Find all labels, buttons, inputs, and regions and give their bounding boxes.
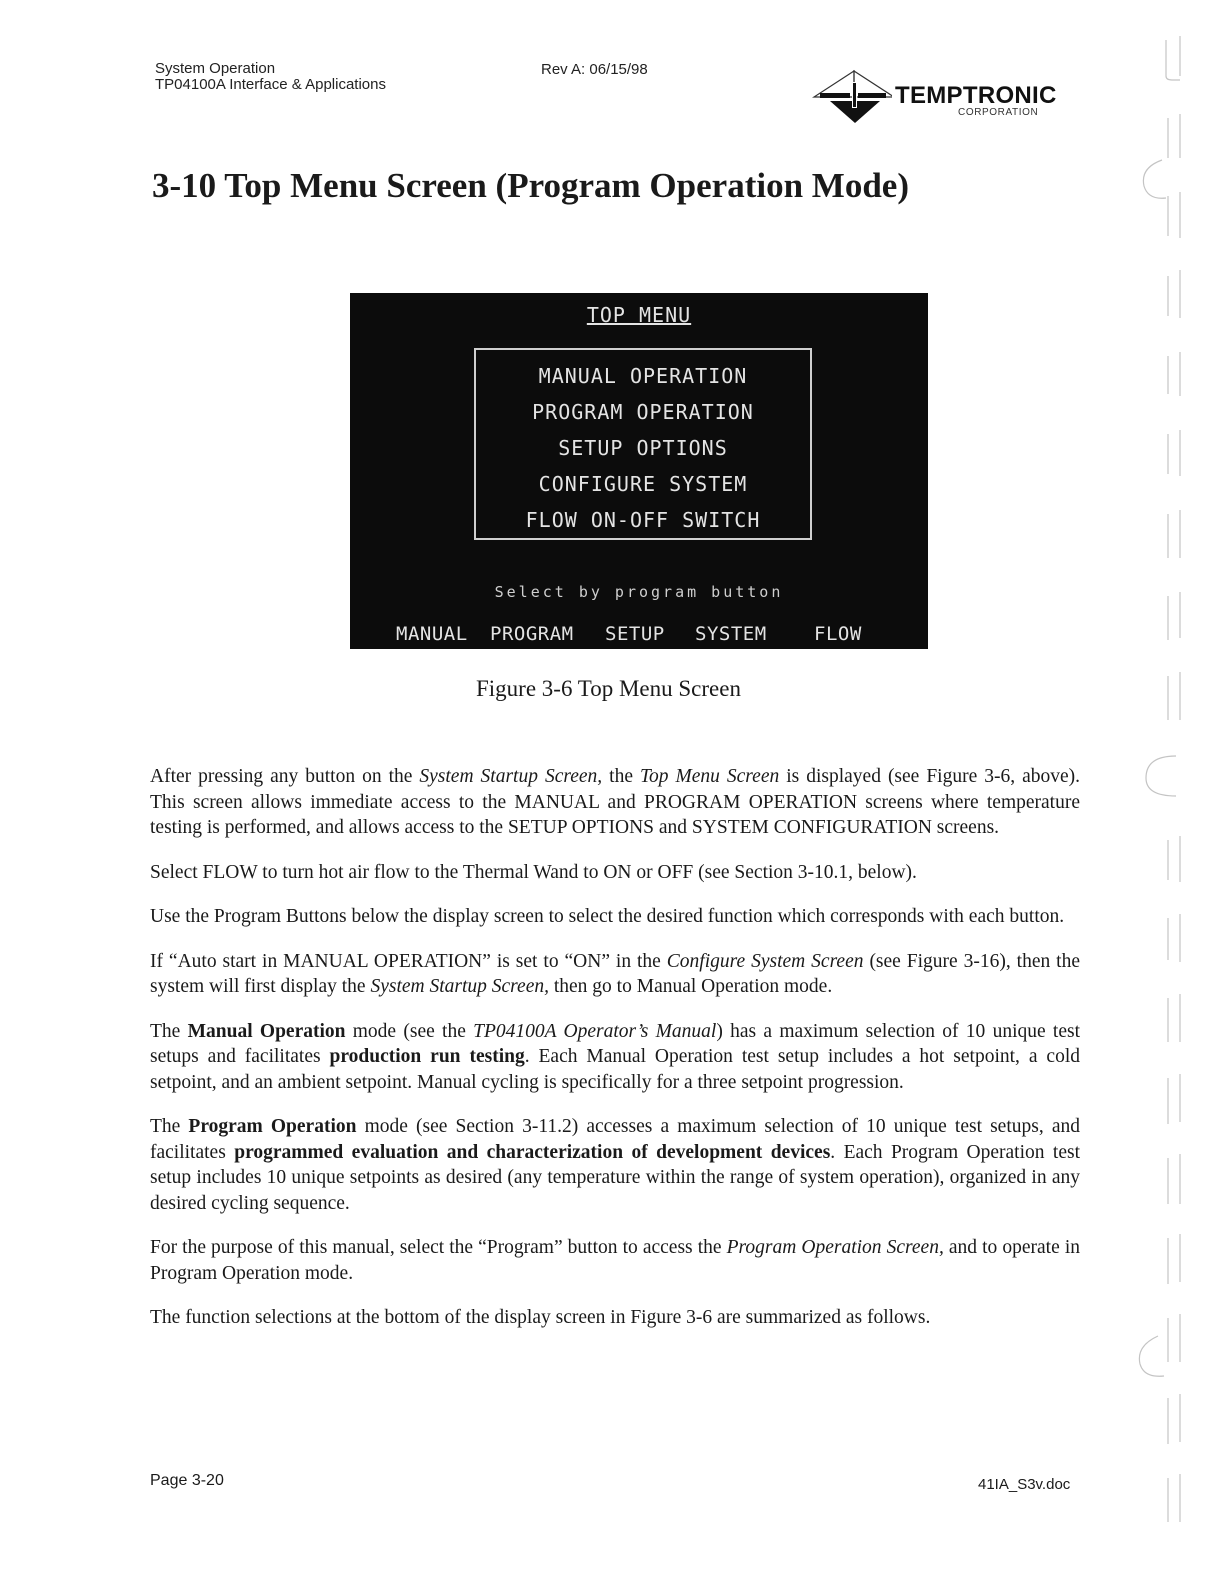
paragraph-intro: After pressing any button on the System Startup Screen, the Top Menu Screen is displayed (see Figure 3-6, above). This screen allows immediate access to the MANUAL and PROGRAM OPERATION screens where temperature testing is performed, and allows access to the SETUP OPTIONS and SYSTEM CONFIGURATION screens. bbox=[150, 766, 1081, 838]
temptronic-logo-icon bbox=[812, 68, 892, 126]
screen-button-flow: FLOW bbox=[814, 623, 862, 645]
screen-button-manual: MANUAL bbox=[396, 623, 468, 645]
paragraph-summary: The function selections at the bottom of the display screen in Figure 3-6 are summarized as follows. bbox=[150, 1307, 931, 1328]
paragraph-manual-operation: The Manual Operation mode (see the TP04100A Operator’s Manual) has a maximum selection of 10 unique test setups and facilitates production run testing. Each Manual Operation test setup includes a hot setpoint, a cold setpoint, and an ambient setpoint. Manual cycling is specifically for a three setpoint progression. bbox=[150, 1020, 1080, 1093]
screen-prompt: Select by program button bbox=[494, 583, 784, 601]
screen-button-setup: SETUP bbox=[605, 623, 665, 645]
screen-title: TOP MENU bbox=[586, 303, 692, 327]
paragraph-program-buttons: Use the Program Buttons below the display screen to select the desired function which corresponds with each button. bbox=[150, 906, 1065, 927]
running-header bbox=[155, 61, 386, 93]
company-logo bbox=[812, 68, 1057, 126]
paragraph-flow: Select FLOW to turn hot air flow to the Thermal Wand to ON or OFF (see Section 3-10.1, below). bbox=[150, 861, 917, 883]
binder-tab-marks bbox=[1118, 0, 1198, 1584]
header-section: System Operation bbox=[155, 60, 276, 77]
menu-item-program-operation: PROGRAM OPERATION bbox=[532, 400, 754, 424]
menu-item-configure-system: CONFIGURE SYSTEM bbox=[538, 472, 748, 496]
logo-subtitle: CORPORATION bbox=[958, 107, 1039, 118]
file-name: 41IA_S3v.doc bbox=[978, 1476, 1071, 1493]
figure-caption: Figure 3-6 Top Menu Screen bbox=[476, 676, 741, 701]
section-title: 3-10 Top Menu Screen (Program Operation Mode) bbox=[152, 166, 909, 205]
screen-button-system: SYSTEM bbox=[695, 623, 767, 645]
menu-item-flow-switch: FLOW ON-OFF SWITCH bbox=[525, 508, 761, 532]
paragraph-auto-start: If “Auto start in MANUAL OPERATION” is set to “ON” in the Configure System Screen (see Figure 3-16), then the system will first display the System Startup Screen, then go to Manual Operation mode. bbox=[150, 950, 1080, 997]
paragraph-program-operation: The Program Operation mode (see Section 3-11.2) accesses a maximum selection of 10 unique test setups, and facilitates programmed evaluation and characterization of development devices. Each Program Operation test setup includes 10 unique setpoints as desired (any temperature within the range of system operation), organized in any desired cycling sequence. bbox=[150, 1116, 1080, 1214]
menu-item-manual-operation: MANUAL OPERATION bbox=[538, 364, 748, 388]
paragraph-purpose: For the purpose of this manual, select the “Program” button to access the Program Operation Screen, and to operate in Program Operation mode. bbox=[150, 1237, 1080, 1284]
body-text bbox=[150, 764, 1080, 1350]
menu-item-setup-options: SETUP OPTIONS bbox=[558, 436, 728, 460]
menu-list bbox=[474, 348, 812, 540]
logo-name: TEMPTRONIC bbox=[895, 82, 1057, 109]
header-revision: Rev A: 06/15/98 bbox=[541, 61, 648, 78]
top-menu-screen-figure bbox=[350, 293, 928, 649]
screen-button-program: PROGRAM bbox=[490, 623, 574, 645]
header-document: TP04100A Interface & Applications bbox=[155, 76, 386, 93]
page-number: Page 3-20 bbox=[150, 1472, 224, 1489]
